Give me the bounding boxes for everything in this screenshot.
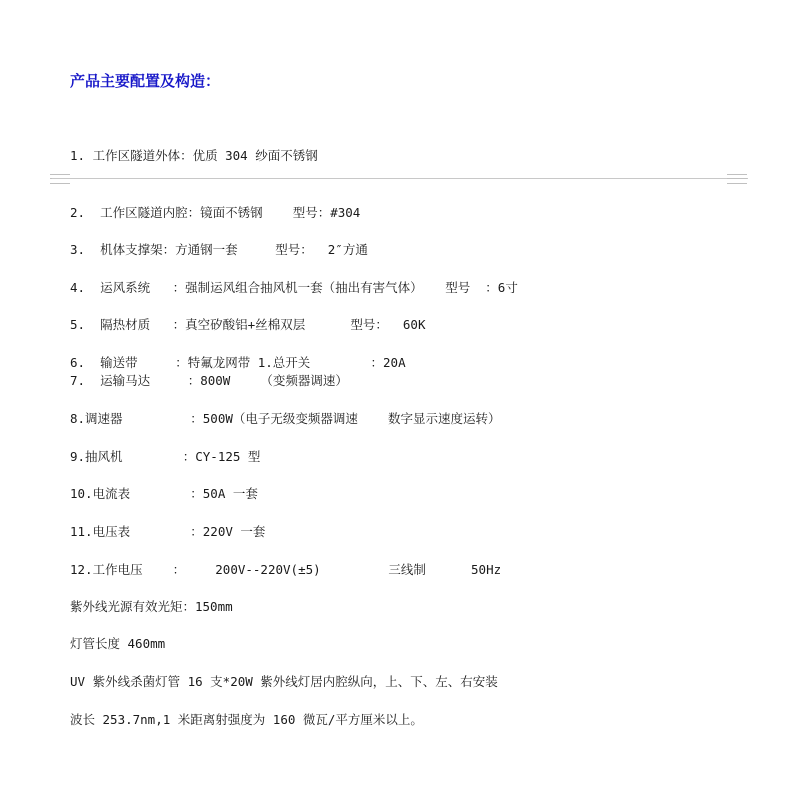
spec-line-10: 10.电流表 ：50A 一套 xyxy=(70,486,258,501)
left-margin-marker xyxy=(50,174,70,184)
uv-effective-distance: 紫外线光源有效光矩：150mm xyxy=(70,599,233,614)
right-margin-marker xyxy=(727,174,747,184)
spec-line-3: 3. 机体支撑架：方通钢一套 型号： 2″方通 xyxy=(70,242,368,257)
spec-line-6: 6. 输送带 ：特氟龙网带 1.总开关 ：20A xyxy=(70,355,406,370)
page-title: 产品主要配置及构造： xyxy=(70,72,221,90)
spec-line-2: 2. 工作区隧道内腔：镜面不锈钢 型号：#304 xyxy=(70,205,361,220)
wavelength-intensity: 波长 253.7nm,1 米距离射强度为 160 微瓦/平方厘米以上。 xyxy=(70,712,423,727)
spec-line-5: 5. 隔热材质 ：真空矽酸铝+丝棉双层 型号： 60K xyxy=(70,317,426,332)
spec-line-9: 9.抽风机 ：CY-125 型 xyxy=(70,449,261,464)
lamp-length: 灯管长度 460mm xyxy=(70,636,166,651)
spec-line-12: 12.工作电压 ： 200V--220V(±5) 三线制 50Hz xyxy=(70,562,502,577)
spec-line-7: 7. 运输马达 ：800W （变频器调速） xyxy=(70,373,348,388)
spec-line-8: 8.调速器 ：500W（电子无级变频器调速 数字显示速度运转） xyxy=(70,411,501,426)
spec-line-1: 1. 工作区隧道外体：优质 304 纱面不锈钢 xyxy=(70,148,318,163)
page-divider xyxy=(52,178,748,179)
uv-lamp-config: UV 紫外线杀菌灯管 16 支*20W 紫外线灯居内腔纵向，上、下、左、右安装 xyxy=(70,674,498,689)
spec-line-4: 4. 运风系统 ：强制运风组合抽风机一套（抽出有害气体） 型号 ：6寸 xyxy=(70,280,518,295)
spec-line-11: 11.电压表 ：220V 一套 xyxy=(70,524,266,539)
